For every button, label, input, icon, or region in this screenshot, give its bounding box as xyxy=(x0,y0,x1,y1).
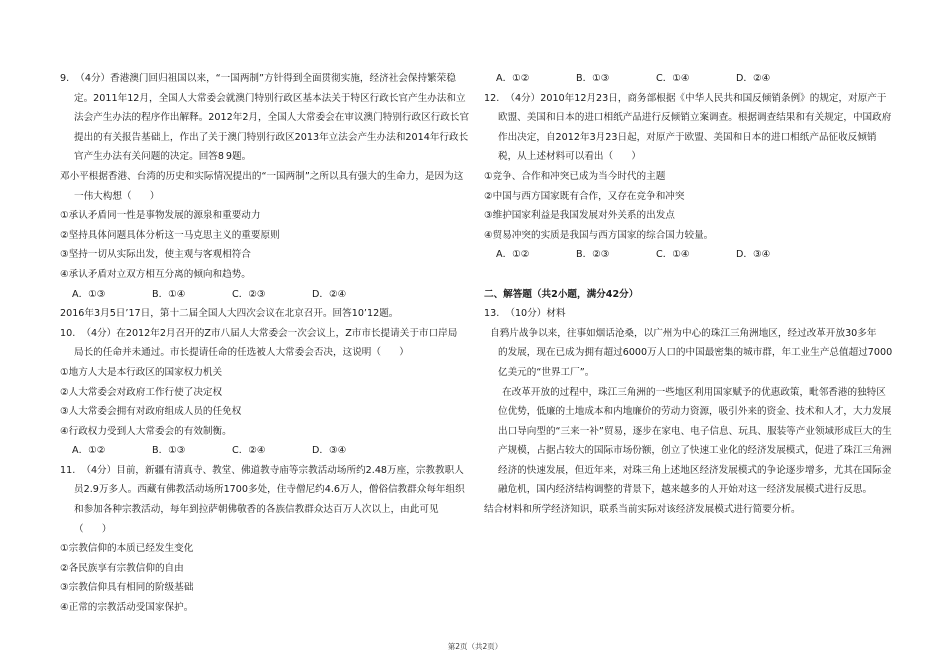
page-footer: 第2页（共2页） xyxy=(447,642,503,651)
q10-option-d: D．③④ xyxy=(312,445,347,457)
q12-item: ②中国与西方国家既有合作，又存在竞争和冲突 xyxy=(484,190,685,202)
q12-line: 欧盟、美国和日本的进口相纸产品进行反倾销立案调查。根据调查结果和有关规定，中国政府 xyxy=(498,112,892,124)
q9-item: ①承认矛盾同一性是事物发展的源泉和重要动力 xyxy=(60,210,261,222)
q12-option-d: D．③④ xyxy=(736,249,771,261)
q9-item: ③坚持一切从实际出发，使主观与客观相符合 xyxy=(60,249,251,261)
spacer xyxy=(484,265,894,285)
q10-line: 局长的任命并未通过。市长提请任命的任选被人大常委会否决，这说明（ ） xyxy=(74,347,409,359)
left-column xyxy=(60,69,470,618)
q11-item: ①宗教信仰的本质已经发生变化 xyxy=(60,543,194,555)
q11-line: （ ） xyxy=(74,523,112,535)
q10-item: ②人大常委会对政府工作行使了决定权 xyxy=(60,386,223,398)
q11-line: 员2.9万多人。西藏有佛教活动场所1700多处，住寺僧尼约4.6万人，僧俗信教群众每年组织 xyxy=(74,484,465,496)
q10-item: ④行政权力受到人大常委会的有效制衡。 xyxy=(60,425,232,437)
q10-item: ③人大常委会拥有对政府组成人员的任免权 xyxy=(60,406,242,418)
q12-option-c: C．①④ xyxy=(656,249,690,261)
q11-option-a: A．①② xyxy=(496,73,530,84)
q12-line: 作出决定，自2012年3月23日起，对原产于欧盟、美国和日本的进口相纸产品征收反倾销 xyxy=(498,131,877,143)
q9-item: ④承认矛盾对立双方相互分离的倾向和趋势。 xyxy=(60,268,251,280)
q9-stem: 一伟大构想（ ） xyxy=(74,190,160,202)
q13-para2: 出口导向型的“三来一补”贸易，逐步在家电、电子信息、玩具、服装等产业领域形成巨大的生 xyxy=(498,425,892,437)
q10-option-a: A．①② xyxy=(72,445,106,457)
q10-option-c: C．②④ xyxy=(232,445,266,457)
q12-item: ④贸易冲突的实质是我国与西方国家的综合国力较量。 xyxy=(484,229,714,241)
q9-option-d: D．②④ xyxy=(312,288,347,300)
q11-option-d: D．②④ xyxy=(736,73,771,84)
q10-line: 10. （4分）在2012年2月召开的Z市八届人大常委会一次会议上，Z市市长提请关于市口岸局 xyxy=(60,327,458,339)
q13-para2: 经济的快速发展，但近年来，对珠三角上述地区经济发展模式的争论逐步增多，尤其在国际金 xyxy=(498,464,892,476)
q9-options xyxy=(60,285,470,305)
question-11 xyxy=(60,461,470,618)
q11-line: 和参加各种宗教活动，每年到拉萨朝佛敬香的各族信教群众达百万人次以上，由此可见 xyxy=(74,504,439,516)
q13-para1: 自鸦片战争以来，往事如烟话沧桑，以广州为中心的珠江三角洲地区，经过改革开放30多年 xyxy=(484,327,877,339)
q12-line: 12. （4分）2010年12月23日，商务部根据《中华人民共和国反倾销条例》的规定，对原产于 xyxy=(484,92,887,104)
q11-item: ②各民族享有宗教信仰的自由 xyxy=(60,562,184,574)
q12-line: 税，从上述材料可以看出（ ） xyxy=(498,151,642,163)
q13-head: 13. （10分）材料 xyxy=(484,308,566,320)
q13-para1: 的发展，现在已成为拥有超过6000万人口的中国最密集的城市群，年工业生产总值超过7000 xyxy=(498,347,893,359)
q13-task: 结合材料和所学经济知识，联系当前实际对该经济发展模式进行简要分析。 xyxy=(484,504,801,516)
q13-para2: 位优势，低廉的土地成本和内地廉价的劳动力资源，吸引外来的资金、技术和人才，大力发展 xyxy=(498,406,892,418)
q9-option-c: C．②③ xyxy=(232,288,266,300)
q13-para2: 融危机，国内经济结构调整的背景下，越来越多的人开始对这一经济发展模式进行反思。 xyxy=(498,484,873,496)
q9-option-b: B．①④ xyxy=(152,288,186,300)
q11-option-b: B．①③ xyxy=(576,73,610,84)
intro-10-12: 2016年3月5日’17日，第十二届全国人大四次会议在北京召开。回答10’12题。 xyxy=(60,308,399,320)
q9-line: 提出的有关报告基础上，作出了关于澳门特别行政区2013年立法会产生办法和2014年行政长 xyxy=(74,131,469,143)
q12-options xyxy=(484,245,894,265)
q11-line: 11. （4分）目前，新疆有清真寺、教堂、佛道教寺庙等宗教活动场所约2.48万座，宗教教职人 xyxy=(60,464,464,476)
q11-item: ④正常的宗教活动受国家保护。 xyxy=(60,602,194,614)
q11-item: ③宗教信仰具有相同的阶级基础 xyxy=(60,582,194,594)
question-10 xyxy=(60,324,470,461)
q10-item: ①地方人大是本行政区的国家权力机关 xyxy=(60,366,223,378)
q12-item: ①竞争、合作和冲突已成为当今时代的主题 xyxy=(484,170,666,182)
q10-options xyxy=(60,441,470,461)
q12-item: ③维护国家利益是我国发展对外关系的出发点 xyxy=(484,210,675,222)
q9-line: 法会产生办法的程序作出解释。2012年2月，全国人大常委会在审议澳门特别行政区行政长官 xyxy=(74,112,470,124)
question-13 xyxy=(484,304,894,520)
q11-options xyxy=(484,69,894,89)
q9-line: 官产生办法有关问题的决定。回答8 9题。 xyxy=(74,151,252,163)
q13-para2: 产规模，占据占较大的国际市场份额，创立了快速工业化的经济发展模式，促进了珠江三角洲 xyxy=(498,445,892,457)
section-2-title: 二、解答题（共2小题，满分42分） xyxy=(484,288,639,300)
question-12 xyxy=(484,89,894,265)
q12-option-a: A．①② xyxy=(496,249,530,261)
question-9 xyxy=(60,69,470,304)
q9-stem: 邓小平根据香港、台湾的历史和实际情况提出的“一国两制”之所以具有强大的生命力，是因为这 xyxy=(60,170,464,182)
q9-option-a: A．①③ xyxy=(72,288,106,300)
q13-para2: 在改革开放的过程中，珠江三角洲的一些地区利用国家赋予的优惠政策，毗邻香港的独特区 xyxy=(496,386,886,398)
q11-option-c: C．①④ xyxy=(656,73,690,84)
right-column xyxy=(484,69,894,520)
q9-line: 9. （4分）香港澳门回归祖国以来，“一国两制”方针得到全面贯彻实施，经济社会保持繁荣稳 xyxy=(60,73,456,84)
q13-para1: 亿美元的“世界工厂”。 xyxy=(498,366,595,378)
q9-item: ②坚持具体问题具体分析这一马克思主义的重要原则 xyxy=(60,229,280,241)
q12-option-b: B．②③ xyxy=(576,249,610,261)
q9-line: 定。2011年12月，全国人大常委会就澳门特别行政区基本法关于特区行政长官产生办法和立 xyxy=(74,92,466,104)
q10-option-b: B．①③ xyxy=(152,445,186,457)
